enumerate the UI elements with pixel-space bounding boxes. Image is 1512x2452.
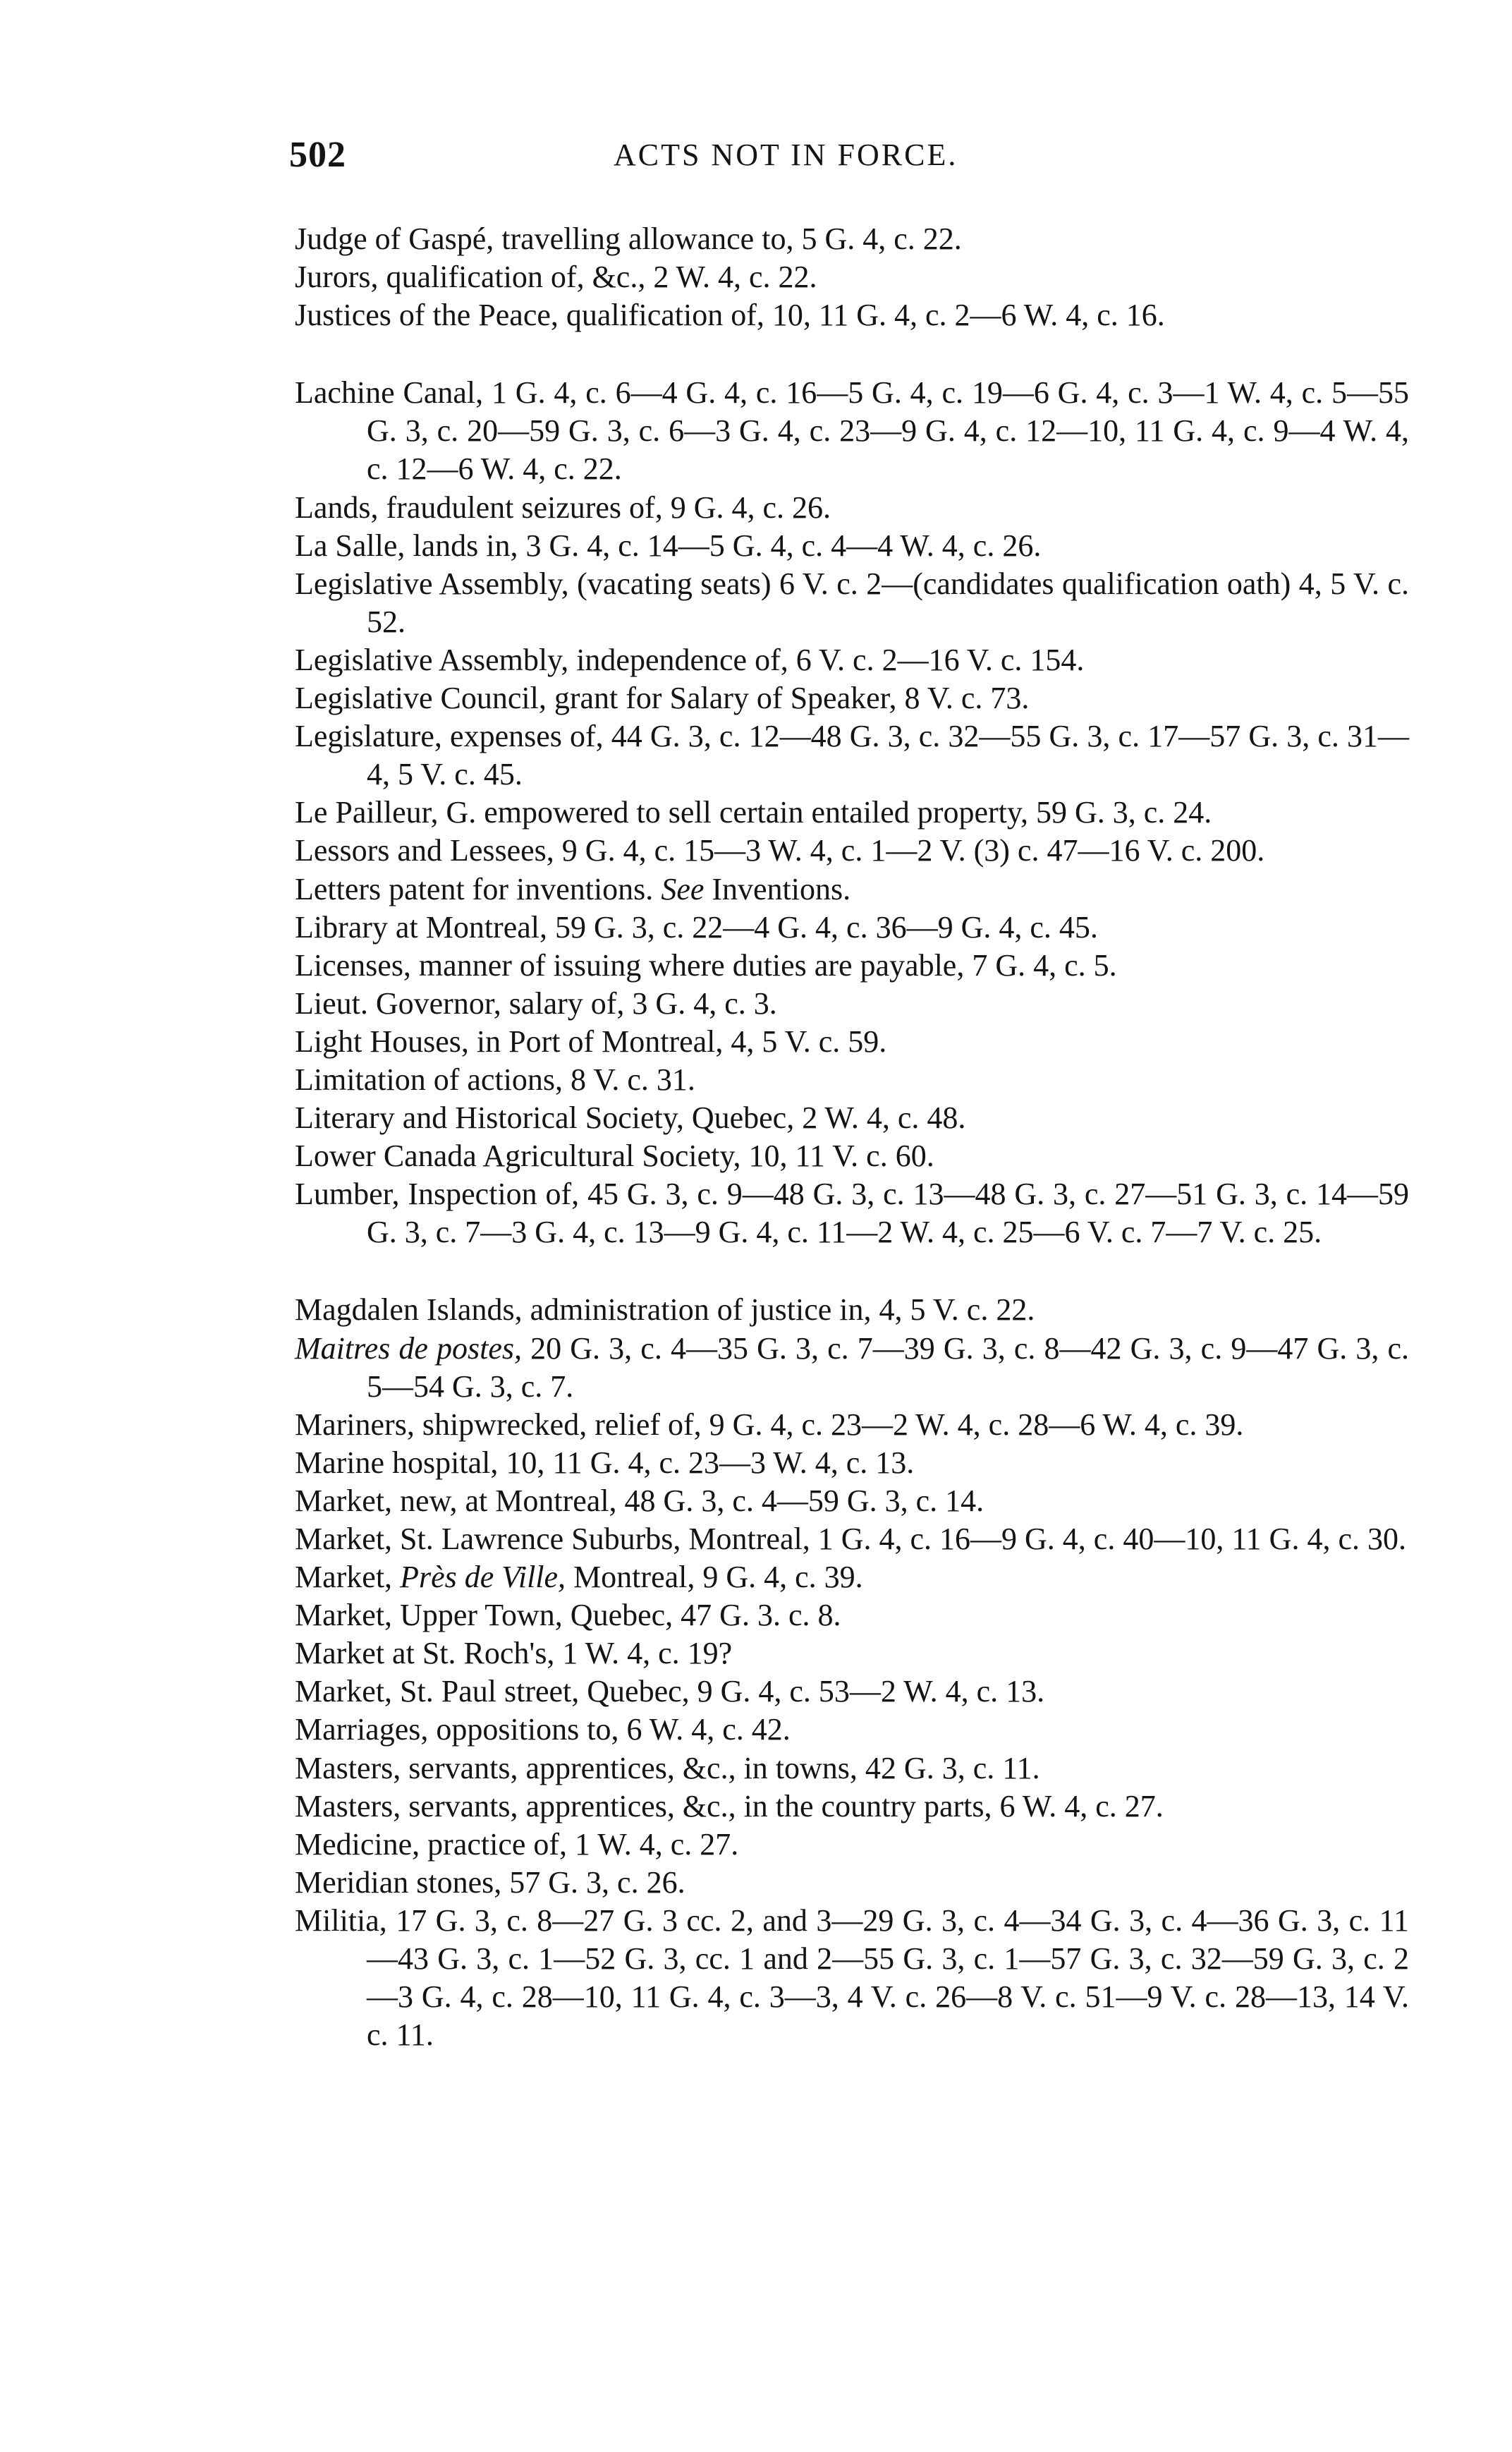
- index-entry: [295, 870, 1409, 909]
- entry-text: Market, St. Lawrence Suburbs, Montreal, 1 G. 4, c. 16—9 G. 4, c. 40—10, 11 G. 4, c. 30.: [295, 1522, 1406, 1556]
- running-head: [289, 134, 1403, 183]
- index-entry: [295, 1558, 1409, 1596]
- entry-italic-text: See: [661, 871, 705, 906]
- entry-text: Letters patent for inventions.: [295, 871, 662, 906]
- entry-italic-text: Maitres de postes,: [295, 1330, 523, 1366]
- entry-text: Market, new, at Montreal, 48 G. 3, c. 4—59 G. 3, c. 14.: [295, 1483, 984, 1518]
- index-entry: [295, 1673, 1409, 1711]
- index-entry: [295, 1711, 1409, 1749]
- entry-text: Lower Canada Agricultural Society, 10, 11 V. c. 60.: [295, 1139, 934, 1174]
- entry-text: Licenses, manner of issuing where duties are payable, 7 G. 4, c. 5.: [295, 947, 1117, 983]
- index-section-j: [295, 220, 1409, 334]
- index-entry: [295, 1175, 1409, 1251]
- entry-text: Literary and Historical Society, Quebec, 2 W. 4, c. 48.: [295, 1100, 966, 1136]
- index-entry: [295, 565, 1409, 641]
- entry-text: Lands, fraudulent seizures of, 9 G. 4, c. 26.: [295, 490, 831, 525]
- index-entry: [295, 1061, 1409, 1099]
- entry-text: 20 G. 3, c. 4—35 G. 3, c. 7—39 G. 3, c. 8—42 G. 3, c. 9—47 G. 3, c. 5—54 G. 3, c. 7.: [367, 1330, 1409, 1404]
- entry-text: Market at St. Roch's, 1 W. 4, c. 19?: [295, 1636, 733, 1671]
- entry-text: Marine hospital, 10, 11 G. 4, c. 23—3 W. 4, c. 13.: [295, 1445, 915, 1480]
- entry-text: La Salle, lands in, 3 G. 4, c. 14—5 G. 4, c. 4—4 W. 4, c. 26.: [295, 528, 1042, 563]
- entry-text: Legislative Council, grant for Salary of Speaker, 8 V. c. 73.: [295, 681, 1030, 716]
- index-entry: [295, 258, 1409, 296]
- entry-text: Limitation of actions, 8 V. c. 31.: [295, 1062, 695, 1097]
- entry-text: Meridian stones, 57 G. 3, c. 26.: [295, 1864, 685, 1900]
- entry-text: Lumber, Inspection of, 45 G. 3, c. 9—48 G. 3, c. 13—48 G. 3, c. 27—51 G. 3, c. 14—59 G. 3, c. 7—3 G. 4, c. 13—9 G. 4, c. 11—2 W. 4, c. 25—6 V. c. 7—7 V. c. 25.: [295, 1177, 1409, 1250]
- index-entry: [295, 220, 1409, 258]
- index-entry: [295, 1596, 1409, 1634]
- entry-text: Legislative Assembly, (vacating seats) 6 V. c. 2—(candidates qualification oath) 4, 5 V. c. 52.: [295, 566, 1409, 639]
- entry-text: Mariners, shipwrecked, relief of, 9 G. 4, c. 23—2 W. 4, c. 28—6 W. 4, c. 39.: [295, 1407, 1244, 1442]
- entry-text: Legislature, expenses of, 44 G. 3, c. 12—48 G. 3, c. 32—55 G. 3, c. 17—57 G. 3, c. 31—4, 5 V. c. 45.: [295, 719, 1409, 792]
- entry-text: Magdalen Islands, administration of justice in, 4, 5 V. c. 22.: [295, 1292, 1035, 1328]
- entry-italic-text: Près de Ville,: [400, 1560, 566, 1595]
- index-entry: [295, 1864, 1409, 1902]
- index-entry: [295, 1520, 1409, 1558]
- index-entry: [295, 527, 1409, 565]
- entry-text: Market,: [295, 1560, 401, 1595]
- entry-text: Marriages, oppositions to, 6 W. 4, c. 42.: [295, 1712, 791, 1747]
- entry-text: Masters, servants, apprentices, &c., in the country parts, 6 W. 4, c. 27.: [295, 1788, 1164, 1823]
- index-entry: [295, 1023, 1409, 1061]
- entry-text: Light Houses, in Port of Montreal, 4, 5 V. c. 59.: [295, 1024, 887, 1059]
- entry-text: Le Pailleur, G. empowered to sell certain entailed property, 59 G. 3, c. 24.: [295, 795, 1212, 830]
- index-entry: [295, 717, 1409, 794]
- index-entry: [295, 1406, 1409, 1444]
- entry-text: Market, Upper Town, Quebec, 47 G. 3. c. 8.: [295, 1598, 841, 1633]
- entry-text: Jurors, qualification of, &c., 2 W. 4, c. 22.: [295, 260, 817, 295]
- index-entry: [295, 1137, 1409, 1175]
- index-entry: [295, 985, 1409, 1023]
- entry-text: Market, St. Paul street, Quebec, 9 G. 4, c. 53—2 W. 4, c. 13.: [295, 1674, 1045, 1709]
- index-entry: [295, 1330, 1409, 1406]
- index-section-m: [295, 1291, 1409, 2054]
- index-entry: [295, 1444, 1409, 1482]
- index-entry: [295, 1749, 1409, 1788]
- index-entry: [295, 296, 1409, 334]
- entry-text: Lieut. Governor, salary of, 3 G. 4, c. 3.: [295, 985, 777, 1021]
- entry-text: Justices of the Peace, qualification of, 10, 11 G. 4, c. 2—6 W. 4, c. 16.: [295, 298, 1165, 333]
- index-entry: [295, 1826, 1409, 1864]
- index-entry: [295, 679, 1409, 717]
- index-entry: [295, 1291, 1409, 1329]
- index-entry: [295, 1634, 1409, 1673]
- entry-text: Lessors and Lessees, 9 G. 4, c. 15—3 W. 4, c. 1—2 V. (3) c. 47—16 V. c. 200.: [295, 833, 1265, 868]
- entry-text: Militia, 17 G. 3, c. 8—27 G. 3 cc. 2, and 3—29 G. 3, c. 4—34 G. 3, c. 4—36 G. 3, c. 11—43 G. 3, c. 1—52 G. 3, cc. 1 and 2—55 G. 3, c. 1—57 G. 3, c. 32—59 G. 3, c. 2—3 G. 4, c. 28—10, 11 G. 4, c. 3—3, 4 V. c. 26—8 V. c. 51—9 V. c. 28—13, 14 V. c. 11.: [295, 1902, 1409, 2053]
- index-entry: [295, 641, 1409, 679]
- index-entry: [295, 909, 1409, 947]
- index-entry: [295, 794, 1409, 832]
- entry-text: Lachine Canal, 1 G. 4, c. 6—4 G. 4, c. 16—5 G. 4, c. 19—6 G. 4, c. 3—1 W. 4, c. 5—55 G. 3, c. 20—59 G. 3, c. 6—3 G. 4, c. 23—9 G. 4, c. 12—10, 11 G. 4, c. 9—4 W. 4, c. 12—6 W. 4, c. 22.: [295, 375, 1409, 487]
- index-entry: [295, 489, 1409, 527]
- entry-text: Legislative Assembly, independence of, 6 V. c. 2—16 V. c. 154.: [295, 642, 1085, 677]
- page-number: 502: [289, 135, 346, 175]
- index-entry: [295, 1482, 1409, 1520]
- entry-text: Masters, servants, apprentices, &c., in towns, 42 G. 3, c. 11.: [295, 1750, 1040, 1785]
- entry-text: Inventions.: [704, 871, 851, 906]
- entry-text: Library at Montreal, 59 G. 3, c. 22—4 G. 4, c. 36—9 G. 4, c. 45.: [295, 909, 1098, 945]
- entry-text: Medicine, practice of, 1 W. 4, c. 27.: [295, 1826, 739, 1862]
- entry-text: Judge of Gaspé, travelling allowance to, 5 G. 4, c. 22.: [295, 221, 962, 256]
- index-entry: [295, 374, 1409, 488]
- index-entry: [295, 832, 1409, 870]
- index-entry: [295, 1099, 1409, 1137]
- page-heading: ACTS NOT IN FORCE.: [614, 138, 958, 172]
- index-entry: [295, 1902, 1409, 2054]
- index-section-l: [295, 374, 1409, 1251]
- entry-text: Montreal, 9 G. 4, c. 39.: [566, 1560, 863, 1595]
- index-entry: [295, 947, 1409, 985]
- index-body: [295, 220, 1409, 2054]
- index-entry: [295, 1788, 1409, 1826]
